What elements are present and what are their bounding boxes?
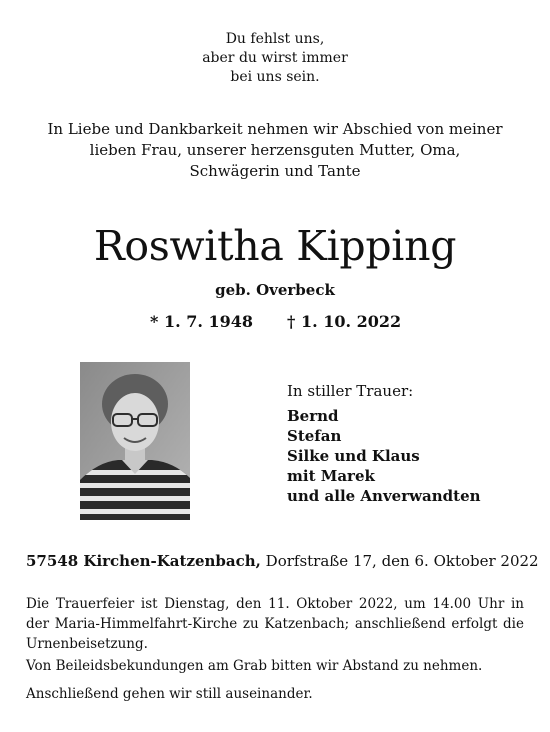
mourner-name: Bernd <box>287 407 339 425</box>
ceremony-note: Die Trauerfeier ist Dienstag, den 11. Oktober 2022, um 14.00 Uhr in der Maria-Himmelfahrt-Kirche zu Katzenbach; anschließend erfolgt die Urnenbeisetzung. <box>26 596 524 652</box>
address-place: 57548 Kirchen-Katzenbach, <box>26 552 261 570</box>
intro-text <box>0 119 550 182</box>
condolence-note: Von Beileidsbekundungen am Grab bitten wir Abstand zu nehmen. <box>26 658 483 674</box>
portrait-illustration <box>80 362 190 520</box>
motto-line: bei uns sein. <box>230 69 320 85</box>
mourner-name: Silke und Klaus <box>287 447 420 465</box>
deceased-name: Roswitha Kipping <box>93 222 457 270</box>
mourners-block <box>287 381 481 506</box>
address-rest: Dorfstraße 17, den 6. Oktober 2022 <box>265 552 539 570</box>
motto-line: aber du wirst immer <box>202 50 348 66</box>
mourners-lead: In stiller Trauer: <box>287 382 414 400</box>
mourner-name: und alle Anverwandten <box>287 487 481 505</box>
motto <box>0 30 550 87</box>
life-dates <box>0 312 550 336</box>
mourner-name: Stefan <box>287 427 342 445</box>
intro-line: In Liebe und Dankbarkeit nehmen wir Abschied von meiner <box>47 120 503 138</box>
intro-line: lieben Frau, unserer herzensguten Mutter, Oma, <box>89 141 461 159</box>
address-line <box>26 551 539 571</box>
birth-date: * 1. 7. 1948 <box>150 312 254 331</box>
mourner-name: mit Marek <box>287 467 375 485</box>
maiden-name: geb. Overbeck <box>215 281 335 299</box>
portrait-photo <box>80 362 190 520</box>
closing-note: Anschließend gehen wir still auseinander. <box>26 686 313 702</box>
motto-line: Du fehlst uns, <box>225 31 325 47</box>
death-date: † 1. 10. 2022 <box>287 312 402 331</box>
intro-line: Schwägerin und Tante <box>189 162 361 180</box>
